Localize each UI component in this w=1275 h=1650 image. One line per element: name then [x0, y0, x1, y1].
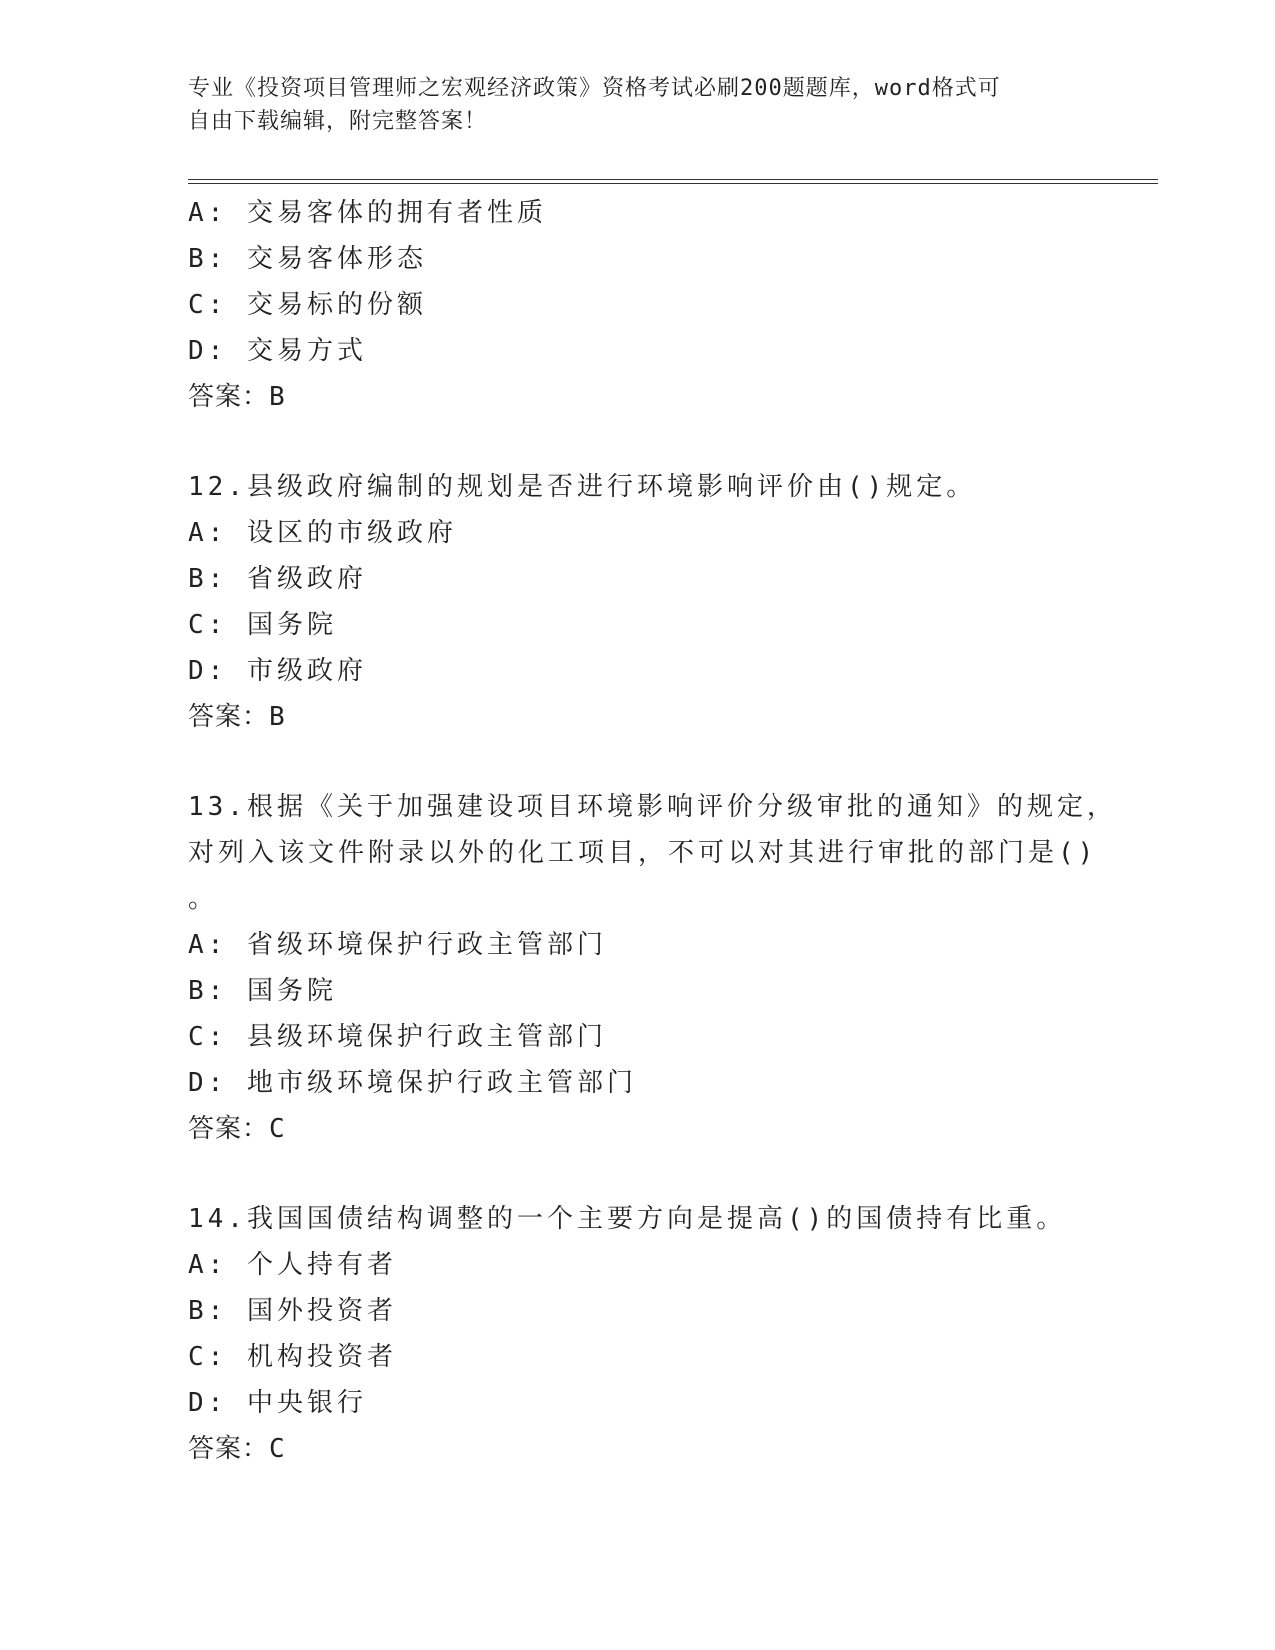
- option-a: A: 个人持有者: [188, 1250, 397, 1280]
- question-14: [188, 1196, 1088, 1472]
- option-d: D: 地市级环境保护行政主管部门: [188, 1068, 637, 1098]
- option-c: C: 机构投资者: [188, 1342, 397, 1372]
- question-title-line-3: 。: [188, 884, 219, 914]
- question-title-line-1: 13.根据《关于加强建设项目环境影响评价分级审批的通知》的规定，: [188, 792, 1117, 822]
- option-c: C: 县级环境保护行政主管部门: [188, 1022, 607, 1052]
- question-list: [188, 190, 1117, 1472]
- option-d: D: 中央银行: [188, 1388, 367, 1418]
- option-b: B: 国外投资者: [188, 1296, 397, 1326]
- option-c: C: 国务院: [188, 610, 337, 640]
- answer: 答案：C: [188, 1114, 286, 1144]
- option-a: A: 省级环境保护行政主管部门: [188, 930, 607, 960]
- option-c: C: 交易标的份额: [188, 290, 427, 320]
- option-b: B: 省级政府: [188, 564, 367, 594]
- header-divider-top: [188, 179, 1158, 180]
- option-a: A: 交易客体的拥有者性质: [188, 198, 547, 228]
- question-11: [188, 190, 1088, 420]
- question-title-line-2: 对列入该文件附录以外的化工项目，不可以对其进行审批的部门是(): [188, 838, 1098, 868]
- header-divider-bottom: [188, 183, 1158, 184]
- header-line-2: 自由下载编辑，附完整答案！: [188, 109, 488, 134]
- option-d: D: 市级政府: [188, 656, 367, 686]
- option-d: D: 交易方式: [188, 336, 367, 366]
- header-line-1: 专业《投资项目管理师之宏观经济政策》资格考试必刷200题题库，word格式可: [188, 76, 1001, 101]
- option-a: A: 设区的市级政府: [188, 518, 457, 548]
- question-title: 14.我国国债结构调整的一个主要方向是提高()的国债持有比重。: [188, 1204, 1067, 1234]
- answer: 答案：C: [188, 1434, 286, 1464]
- document-header: [188, 72, 1088, 138]
- question-title: 12.县级政府编制的规划是否进行环境影响评价由()规定。: [188, 472, 977, 502]
- answer: 答案：B: [188, 382, 286, 412]
- question-13: [188, 784, 1117, 1152]
- option-b: B: 国务院: [188, 976, 337, 1006]
- option-b: B: 交易客体形态: [188, 244, 427, 274]
- question-12: [188, 464, 1088, 740]
- answer: 答案：B: [188, 702, 286, 732]
